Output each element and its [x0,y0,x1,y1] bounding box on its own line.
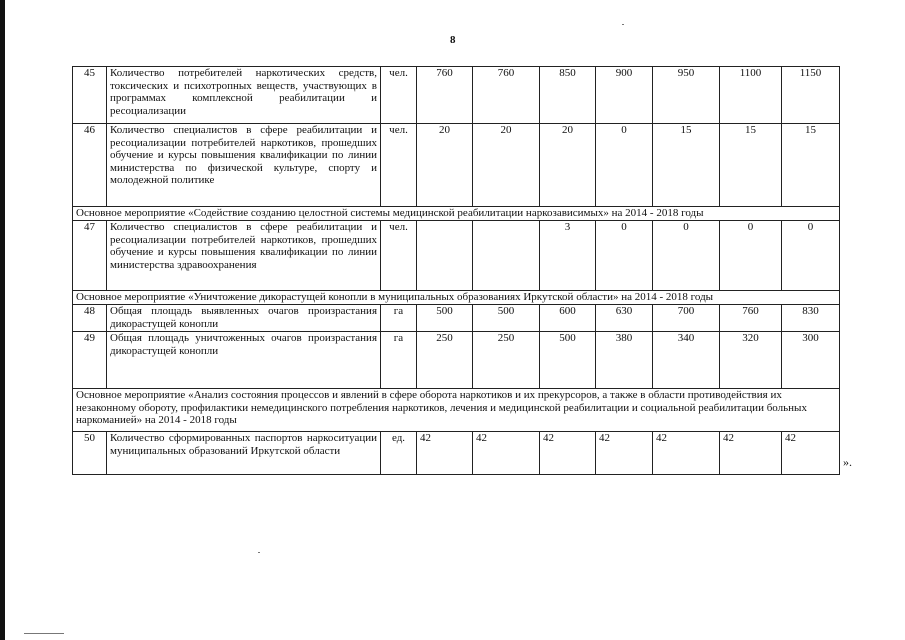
section-title: Основное мероприятие «Содействие созданию целостной системы медицинской реабилитации наркозависимых» на 2014 - 2018 годы [73,207,840,221]
indicator-name: Общая площадь уничтоженных очагов произрастания дикорастущей конопли [107,332,381,389]
value-cell: 500 [540,332,596,389]
value-cell: 340 [653,332,720,389]
section-row [73,389,840,432]
value-cell: 500 [473,305,540,332]
value-cell: 15 [720,124,782,207]
row-number: 45 [73,67,107,124]
value-cell: 0 [720,221,782,291]
table-row [73,67,840,124]
value-cell: 42 [417,432,473,475]
value-cell: 20 [417,124,473,207]
indicator-name: Количество потребителей наркотических средств, токсических и психотропных веществ, участвующих в программах комплексной реабилитации и ресоциализации [107,67,381,124]
scan-speck [24,633,64,634]
value-cell: 850 [540,67,596,124]
value-cell: 42 [720,432,782,475]
indicator-name: Количество специалистов в сфере реабилитации и ресоциализации потребителей наркотиков, прошедших обучение и курсы повышения квалификации по линии министерства здравоохранения [107,221,381,291]
unit-cell: ед. [381,432,417,475]
section-title: Основное мероприятие «Уничтожение дикорастущей конопли в муниципальных образованиях Иркутской области» на 2014 - 2018 годы [73,291,840,305]
value-cell: 42 [653,432,720,475]
value-cell: 0 [596,124,653,207]
table-row [73,221,840,291]
value-cell: 320 [720,332,782,389]
indicator-name: Количество сформированных паспортов наркоситуации муниципальных образований Иркутской области [107,432,381,475]
unit-cell: чел. [381,67,417,124]
value-cell: 380 [596,332,653,389]
value-cell: 300 [782,332,840,389]
table-body [73,67,840,475]
unit-cell: га [381,305,417,332]
value-cell: 42 [782,432,840,475]
section-row [73,291,840,305]
table-row [73,124,840,207]
scan-left-edge [0,0,5,640]
value-cell: 760 [720,305,782,332]
row-number: 50 [73,432,107,475]
indicator-name: Общая площадь выявленных очагов произрастания дикорастущей конопли [107,305,381,332]
value-cell [417,221,473,291]
value-cell: 1100 [720,67,782,124]
value-cell: 760 [473,67,540,124]
indicator-name: Количество специалистов в сфере реабилитации и ресоциализации потребителей наркотиков, прошедших обучение и курсы повышения квалификации по линии министерства по физической культуре, спорту и молодежной политике [107,124,381,207]
value-cell: 42 [540,432,596,475]
row-number: 49 [73,332,107,389]
value-cell: 0 [653,221,720,291]
value-cell: 950 [653,67,720,124]
scan-speck [258,552,260,553]
value-cell: 3 [540,221,596,291]
row-number: 48 [73,305,107,332]
value-cell: 250 [473,332,540,389]
value-cell: 500 [417,305,473,332]
unit-cell: чел. [381,124,417,207]
row-number: 47 [73,221,107,291]
value-cell: 700 [653,305,720,332]
value-cell: 42 [596,432,653,475]
value-cell: 20 [540,124,596,207]
scan-speck [622,24,624,25]
closing-mark: ». [843,455,852,469]
table-row [73,332,840,389]
value-cell [473,221,540,291]
unit-cell: га [381,332,417,389]
value-cell: 1150 [782,67,840,124]
value-cell: 250 [417,332,473,389]
row-number: 46 [73,124,107,207]
value-cell: 600 [540,305,596,332]
section-row [73,207,840,221]
value-cell: 0 [782,221,840,291]
value-cell: 42 [473,432,540,475]
value-cell: 15 [782,124,840,207]
value-cell: 900 [596,67,653,124]
value-cell: 760 [417,67,473,124]
unit-cell: чел. [381,221,417,291]
value-cell: 630 [596,305,653,332]
indicators-table [72,66,840,475]
page-number: 8 [450,34,456,46]
value-cell: 0 [596,221,653,291]
table-row [73,305,840,332]
value-cell: 830 [782,305,840,332]
section-title: Основное мероприятие «Анализ состояния процессов и явлений в сфере оборота наркотиков и их прекурсоров, а также в области противодействия их незаконному обороту, профилактики немедицинского потребления наркотиков, лечения и медицинской реабилитации и социальной реабилитации больных наркоманией» на 2014 - 2018 годы [73,389,840,432]
value-cell: 15 [653,124,720,207]
value-cell: 20 [473,124,540,207]
table-row [73,432,840,475]
